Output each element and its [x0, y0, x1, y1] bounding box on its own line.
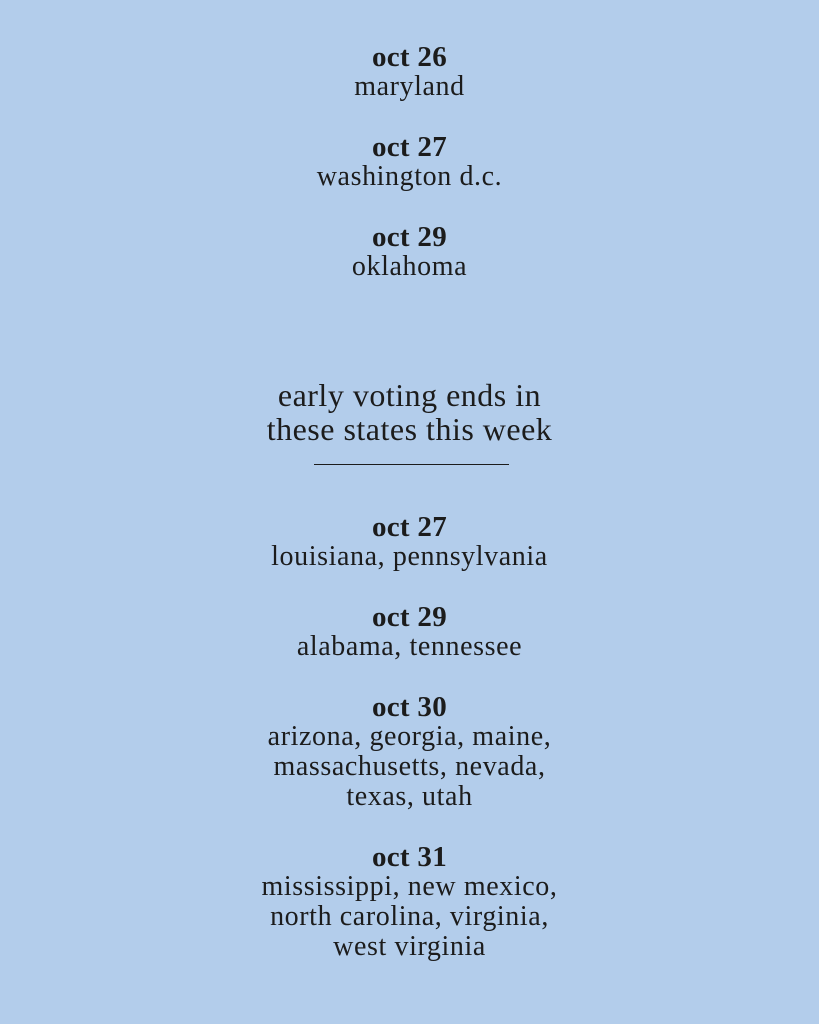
- ending-entry: [0, 512, 819, 572]
- divider-line: [314, 464, 509, 465]
- entry-places: alabama, tennessee: [296, 631, 523, 662]
- entry-places: texas, utah: [346, 781, 473, 812]
- entry-places: north carolina, virginia,: [270, 901, 549, 932]
- entry-places: oklahoma: [351, 251, 468, 282]
- entry-date: oct 29: [371, 221, 448, 253]
- ending-entry: [0, 692, 819, 812]
- entry-places: massachusetts, nevada,: [273, 751, 546, 782]
- heading-line: these states this week: [266, 411, 553, 447]
- upcoming-entry: [0, 222, 819, 282]
- ending-entry: [0, 602, 819, 662]
- entry-places: west virginia: [333, 931, 486, 962]
- entry-date: oct 31: [371, 841, 448, 873]
- upcoming-entry: [0, 132, 819, 192]
- entry-places: louisiana, pennsylvania: [271, 541, 548, 572]
- entry-places: arizona, georgia, maine,: [267, 721, 552, 752]
- entry-places: mississippi, new mexico,: [261, 871, 558, 902]
- entry-places: maryland: [354, 71, 465, 102]
- entry-date: oct 30: [371, 691, 448, 723]
- entry-date: oct 26: [371, 41, 448, 73]
- ending-entry: [0, 842, 819, 962]
- entry-places: washington d.c.: [316, 161, 503, 192]
- section-heading: [0, 378, 819, 446]
- entry-date: oct 27: [371, 511, 448, 543]
- upcoming-entry: [0, 42, 819, 102]
- heading-line: early voting ends in: [277, 377, 542, 413]
- entry-date: oct 27: [371, 131, 448, 163]
- entry-date: oct 29: [371, 601, 448, 633]
